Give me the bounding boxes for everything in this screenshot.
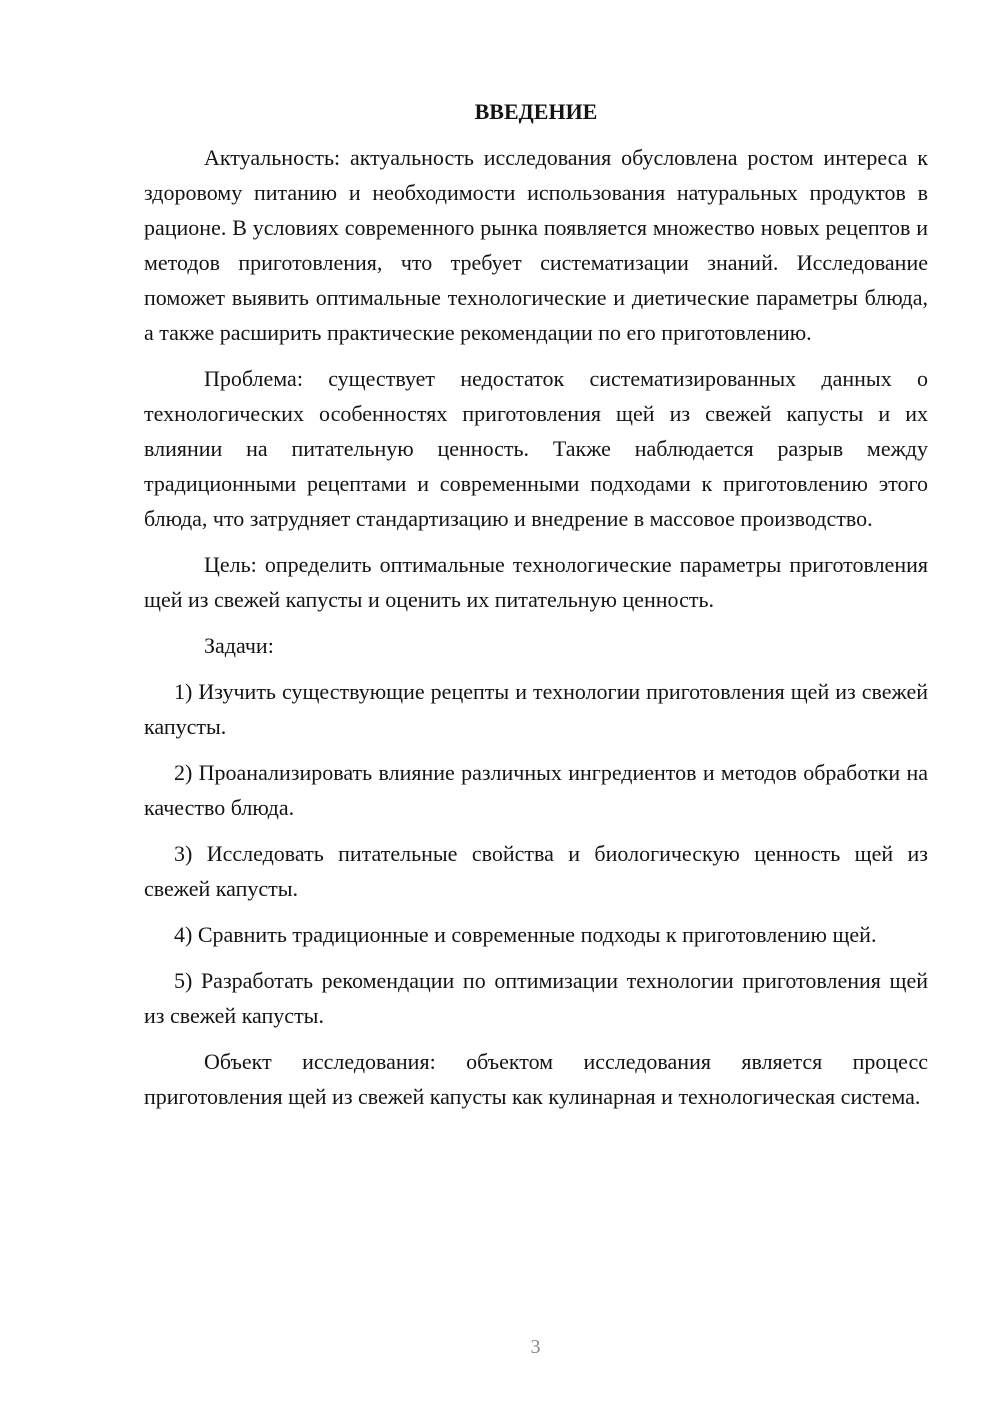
task-item-3: 3) Исследовать питательные свойства и биологическую ценность щей из свежей капусты.: [144, 841, 928, 901]
object-paragraph: Объект исследования: объектом исследования является процесс приготовления щей из свежей капусты как кулинарная и технологическая система.: [144, 1049, 928, 1109]
page-content: [144, 94, 928, 1125]
task-item-5: 5) Разработать рекомендации по оптимизации технологии приготовления щей из свежей капусты.: [144, 968, 928, 1028]
tasks-label: Задачи:: [204, 633, 274, 658]
section-heading: ВВЕДЕНИЕ: [474, 99, 598, 124]
task-item-4: 4) Сравнить традиционные и современные подходы к приготовлению щей.: [174, 922, 877, 947]
task-item-2: 2) Проанализировать влияние различных ингредиентов и методов обработки на качество блюда.: [144, 760, 928, 820]
task-item-1: 1) Изучить существующие рецепты и технологии приготовления щей из свежей капусты.: [144, 679, 928, 739]
relevance-paragraph: Актуальность: актуальность исследования обусловлена ростом интереса к здоровому питанию и необходимости использования натуральных продуктов в рационе. В условиях современного рынка появляется множество новых рецептов и методов приготовления, что требует систематизации знаний. Исследование поможет выявить оптимальные технологические и диетические параметры блюда, а также расширить практические рекомендации по его приготовлению.: [144, 145, 928, 345]
goal-paragraph: Цель: определить оптимальные технологические параметры приготовления щей из свежей капусты и оценить их питательную ценность.: [144, 552, 928, 612]
problem-paragraph: Проблема: существует недостаток систематизированных данных о технологических особенностях приготовления щей из свежей капусты и их влиянии на питательную ценность. Также наблюдается разрыв между традиционными рецептами и современными подходами к приготовлению этого блюда, что затрудняет стандартизацию и внедрение в массовое производство.: [144, 366, 928, 531]
page-number: 3: [530, 1336, 541, 1358]
